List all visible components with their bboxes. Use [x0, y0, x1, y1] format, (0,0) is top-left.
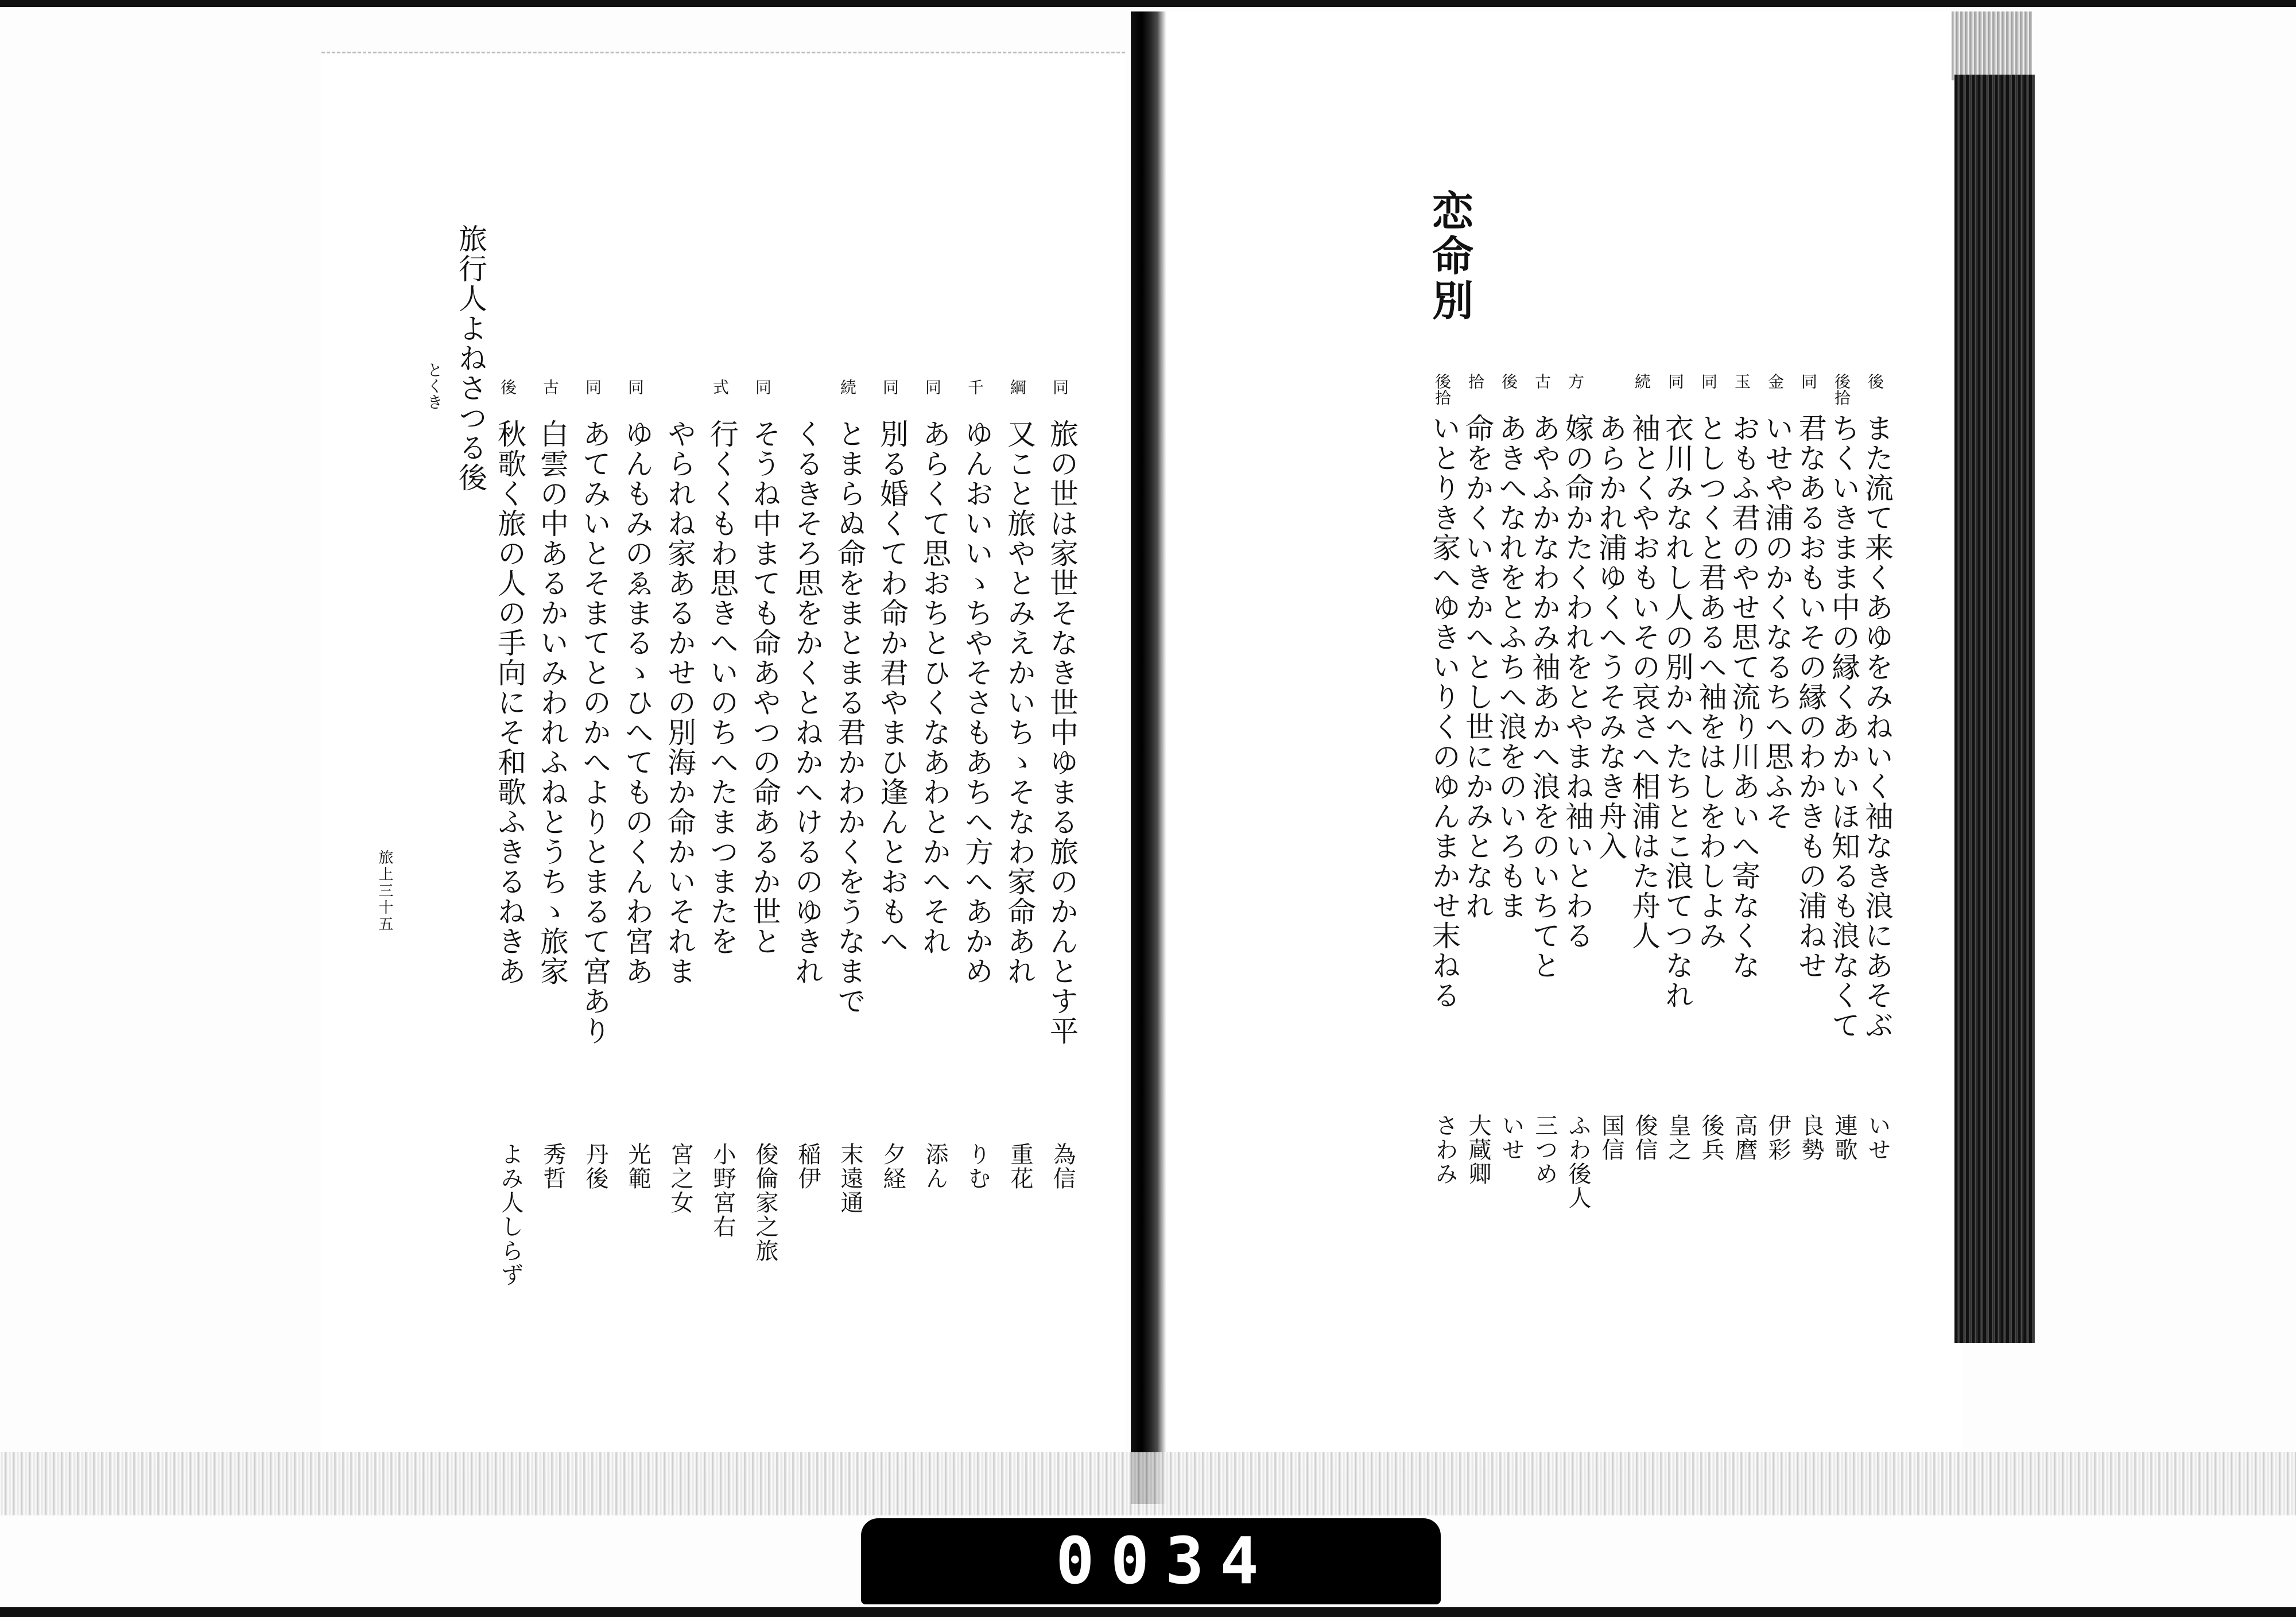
poem-author: 連歌 [1831, 1114, 1857, 1162]
poem-author: 宮之女 [667, 1142, 693, 1215]
bottom-rule [0, 1607, 2296, 1617]
poem-text: 嫁の命かたくわれをとやまね袖いとわる [1561, 413, 1594, 951]
poem-text: 又こと旅やとみえかいちゝそなわ家命あれ [1003, 419, 1036, 986]
poem-author: 高麿 [1731, 1114, 1758, 1162]
poem-text: あらくて思おちとひくなあわとかへそれ [918, 419, 951, 956]
poem-text: また流て来くあゆをみねいく袖なき浪にあそぶ [1860, 413, 1894, 1040]
poem-author: 俊倫家之旅 [752, 1142, 778, 1263]
poem-source-mark: 古 [1533, 373, 1552, 389]
poem-source-mark: 同 [1699, 373, 1718, 389]
poem-text: 別る婚くてわ命か君やまひ逢んとおもへ [875, 419, 909, 956]
book-gutter [1131, 11, 1158, 1504]
poem-text: 行くくもわ思きへいのちへたまつまたを [705, 419, 739, 956]
poem-text: 白雲の中あるかいみわれふねとうちゝ旅家 [536, 419, 569, 986]
poem-text: としつくと君あるへ袖をはしをわしよみ [1694, 413, 1727, 951]
poem-source-mark: 同 [881, 379, 899, 395]
poem-author: 三つめ [1531, 1114, 1558, 1186]
poem-source-mark: 方 [1566, 373, 1585, 389]
poem-author: 伊彩 [1764, 1114, 1791, 1162]
poem-text: 旅の世は家世そなき世中ゆまる旅のかんとす平 [1045, 419, 1079, 1046]
poem-source-mark: 後 [498, 379, 517, 395]
poem-text: やられね家あるかせの別海か命かいそれま [663, 419, 696, 986]
poem-author: 為信 [1049, 1142, 1076, 1191]
poem-author: 国信 [1598, 1114, 1624, 1162]
right-page-title: 恋命別 [1425, 189, 1474, 324]
poem-source-mark: 拾 [1466, 373, 1485, 389]
left-page-headnote-mark: とくき [425, 362, 444, 410]
poem-author: さわみ [1432, 1114, 1458, 1186]
poem-source-mark: 後 [1865, 373, 1884, 389]
poem-text: あてみいとそまてとのかへよりとまるて宮あり [578, 419, 611, 1046]
frame-number: 0034 [1056, 1524, 1275, 1599]
gutter-shadow [1158, 11, 1166, 1504]
poem-author: 小野宮右 [709, 1142, 736, 1239]
poem-text: おもふ君のやせ思て流り川あいへ寄なくな [1727, 413, 1760, 980]
poem-author: 良勢 [1798, 1114, 1824, 1162]
poem-author: いせ [1498, 1114, 1525, 1162]
poem-author: 俊信 [1631, 1114, 1658, 1162]
poem-author: 後兵 [1698, 1114, 1724, 1162]
poem-author: りむ [964, 1142, 991, 1191]
poem-source-mark: 古 [541, 379, 560, 395]
poem-text: ゆんおいいゝちやそさもあちへ方へあかめ [960, 419, 994, 986]
poem-author: ふわ後人 [1565, 1114, 1591, 1210]
poem-text: いせや浦のかくなるちへ思ふそ [1760, 413, 1794, 831]
poem-text: 秋歌く旅の人の手向にそ和歌ふきるねきあ [493, 419, 526, 986]
poem-text: そうね中まても命あやつの命あるか世と [748, 419, 781, 956]
poem-source-mark: 続 [838, 379, 857, 395]
page-folio: 旅上三十五 [376, 850, 393, 933]
poem-author: 夕経 [879, 1142, 906, 1191]
poem-source-mark: 金 [1766, 373, 1785, 389]
left-page-headnote: 旅行人よねさつる後 [454, 224, 487, 493]
poem-source-mark: 千 [965, 379, 984, 395]
poem-text: とまらぬ命をまとまる君かわかくをうなまで [833, 419, 866, 1016]
poem-source-mark: 後拾 [1832, 373, 1851, 405]
poem-text: あやふかなわかみ袖あかへ浪をのいちてと [1527, 413, 1561, 980]
poem-text: ちくいきまま中の縁くあかいほ知るも浪なくて [1827, 413, 1860, 1040]
poem-source-mark: 後拾 [1433, 373, 1452, 405]
poem-source-mark: 式 [711, 379, 730, 395]
poem-source-mark: 綱 [1008, 379, 1027, 395]
poem-text: あきへなれをとふちへ浪をのいろもま [1494, 413, 1527, 921]
poem-author: 末遠通 [837, 1142, 863, 1215]
poem-author: 重花 [1007, 1142, 1033, 1191]
poem-source-mark: 同 [753, 379, 772, 395]
poem-text: いとりき家へゆきいりくのゆんまかせ末ねる [1428, 413, 1461, 1010]
poem-source-mark: 同 [1799, 373, 1818, 389]
poem-source-mark: 同 [923, 379, 942, 395]
poem-author: 秀哲 [540, 1142, 566, 1191]
poem-author: 稲伊 [794, 1142, 821, 1191]
poem-source-mark: 同 [1050, 379, 1069, 395]
poem-source-mark: 続 [1632, 373, 1651, 389]
poem-source-mark: 同 [1666, 373, 1685, 389]
bottom-scan-noise [0, 1452, 2296, 1515]
poem-source-mark: 後 [1499, 373, 1518, 389]
poem-text: くるきそろ思をかくとねかへけるのゆきれ [790, 419, 824, 986]
poem-text: 命をかくいきかへとし世にかみとなれ [1461, 413, 1494, 921]
page-fore-edge [1954, 75, 2035, 1343]
top-rule [0, 0, 2296, 7]
poem-source-mark: 同 [626, 379, 645, 395]
poem-author: 皇之 [1665, 1114, 1691, 1162]
poem-source-mark: 玉 [1732, 373, 1751, 389]
poem-text: あらかれ浦ゆくへうそみなき舟入 [1594, 413, 1627, 861]
poem-author: いせ [1864, 1114, 1891, 1162]
poem-text: ゆんもみのゑまるゝひへてものくんわ宮あ [620, 419, 654, 986]
poem-author: 光範 [625, 1142, 651, 1191]
poem-author: 丹後 [582, 1142, 608, 1191]
poem-source-mark: 同 [583, 379, 602, 395]
poem-author: 大蔵卿 [1465, 1114, 1491, 1186]
fore-edge-top [1952, 11, 2032, 80]
poem-author: 添ん [922, 1142, 948, 1191]
poem-text: 袖とくやおもいその哀さへ相浦はた舟人 [1627, 413, 1661, 951]
poem-author: よみ人しらず [497, 1142, 523, 1287]
poem-text: 衣川みなれし人の別かへたちとこ浪てつなれ [1661, 413, 1694, 1010]
poem-text: 君なあるおもいその縁のわかきもの浦ねせ [1794, 413, 1827, 980]
